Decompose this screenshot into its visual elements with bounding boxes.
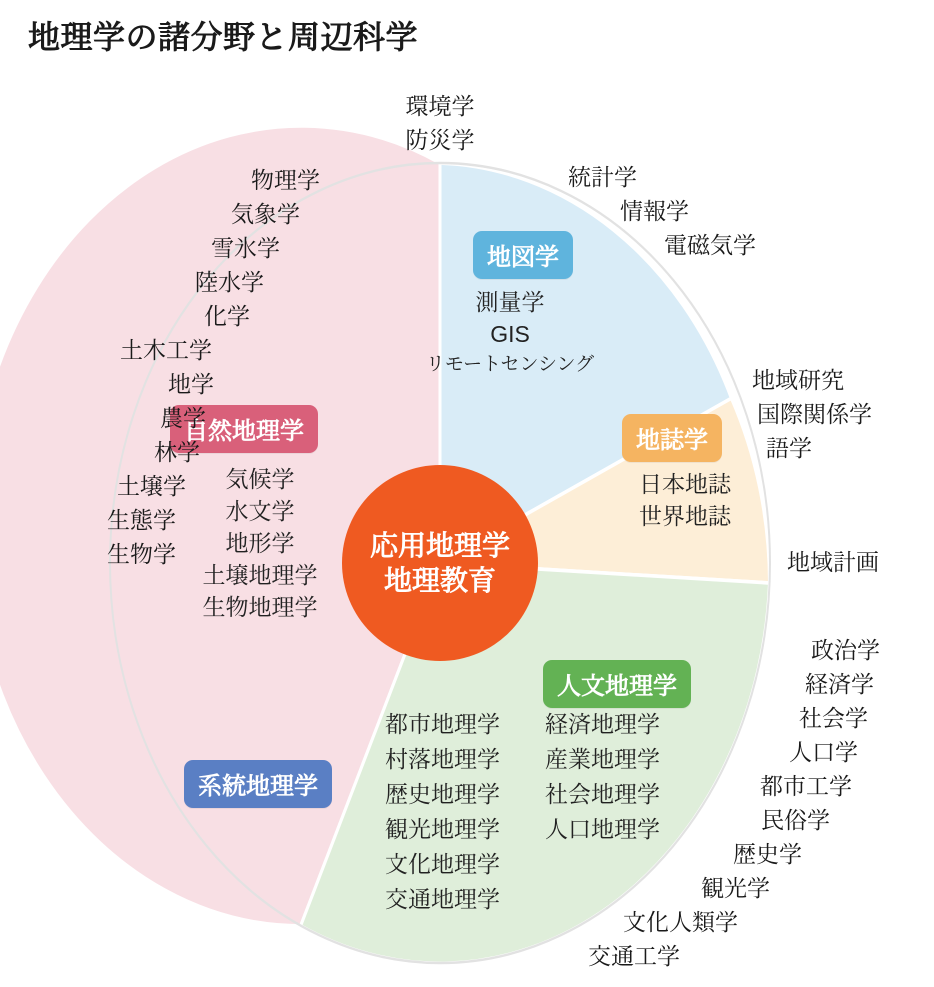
outer-top-right-1: 情報学 (620, 198, 689, 224)
outer-left-7: 農学 (160, 405, 206, 431)
outer-left-11: 生物学 (107, 541, 176, 567)
chizu-item-1: GIS (490, 321, 530, 347)
outer-top-right-0: 統計学 (568, 164, 637, 190)
jinbun-col2-item-0: 経済地理学 (545, 711, 660, 737)
outer-right-lower-0: 政治学 (811, 637, 880, 663)
outer-right-lower-6: 歴史学 (733, 841, 802, 867)
jinbun-col2-item-3: 人口地理学 (545, 816, 660, 842)
outer-left-2: 雪氷学 (211, 235, 280, 261)
outer-right-lower-8: 文化人類学 (623, 909, 738, 935)
jinbun-col2-item-2: 社会地理学 (545, 781, 660, 807)
sector-label-keito-chirigaku[interactable]: 系統地理学 (184, 760, 332, 808)
jinbun-col1-item-4: 文化地理学 (385, 851, 500, 877)
sector-label-chishigaku[interactable]: 地誌学 (622, 414, 722, 462)
center-line-2: 地理教育 (383, 565, 496, 596)
outer-right-lower-1: 経済学 (805, 671, 874, 697)
jinbun-col2-item-1: 産業地理学 (545, 746, 660, 772)
sector-label-chizugaku[interactable]: 地図学 (473, 231, 573, 279)
outer-right-upper-2: 語学 (766, 435, 812, 461)
outer-left-9: 土壌学 (117, 473, 186, 499)
chishi-item-1: 世界地誌 (639, 503, 731, 529)
shizen-item-0: 気候学 (225, 466, 295, 492)
outer-right-lower-3: 人口学 (789, 739, 858, 765)
jinbun-col1-item-3: 観光地理学 (385, 816, 500, 842)
outer-left-8: 林学 (154, 439, 200, 465)
outer-right-middle-0: 地域計画 (787, 549, 879, 575)
center-circle (342, 465, 538, 661)
outer-top-center-1: 防災学 (405, 127, 475, 153)
outer-right-upper-1: 国際関係学 (757, 401, 872, 427)
outer-right-lower-2: 社会学 (799, 705, 868, 731)
outer-left-3: 陸水学 (195, 269, 264, 295)
center-line-1: 応用地理学 (369, 530, 510, 561)
shizen-item-3: 土壌地理学 (202, 562, 318, 588)
outer-right-lower-5: 民俗学 (761, 807, 830, 833)
outer-right-upper-0: 地域研究 (752, 367, 844, 393)
jinbun-col1-item-1: 村落地理学 (385, 746, 500, 772)
page-title: 地理学の諸分野と周辺科学 (28, 19, 419, 55)
shizen-item-1: 水文学 (225, 498, 295, 524)
sector-label-shizen-chirigaku[interactable]: 自然地理学 (170, 405, 318, 453)
outer-left-0: 物理学 (251, 167, 320, 193)
shizen-item-4: 生物地理学 (202, 594, 318, 620)
outer-right-lower-7: 観光学 (701, 875, 770, 901)
outer-left-4: 化学 (204, 303, 250, 329)
jinbun-col1-item-2: 歴史地理学 (385, 781, 500, 807)
shizen-item-2: 地形学 (225, 530, 295, 556)
outer-left-5: 土木工学 (120, 337, 212, 363)
chishi-item-0: 日本地誌 (639, 471, 731, 497)
outer-top-center-0: 環境学 (405, 93, 475, 119)
outer-left-10: 生態学 (107, 507, 176, 533)
outer-right-lower-9: 交通工学 (588, 943, 680, 969)
sector-label-jinbun-chirigaku[interactable]: 人文地理学 (543, 660, 691, 708)
chizu-item-0: 測量学 (475, 289, 545, 315)
outer-right-lower-4: 都市工学 (760, 773, 852, 799)
jinbun-col1-item-5: 交通地理学 (385, 886, 500, 912)
outer-left-6: 地学 (168, 371, 214, 397)
chizu-item-2: リモートセンシング (425, 354, 595, 375)
outer-top-right-2: 電磁気学 (664, 232, 756, 258)
jinbun-col1-item-0: 都市地理学 (385, 711, 500, 737)
outer-left-1: 気象学 (231, 201, 300, 227)
